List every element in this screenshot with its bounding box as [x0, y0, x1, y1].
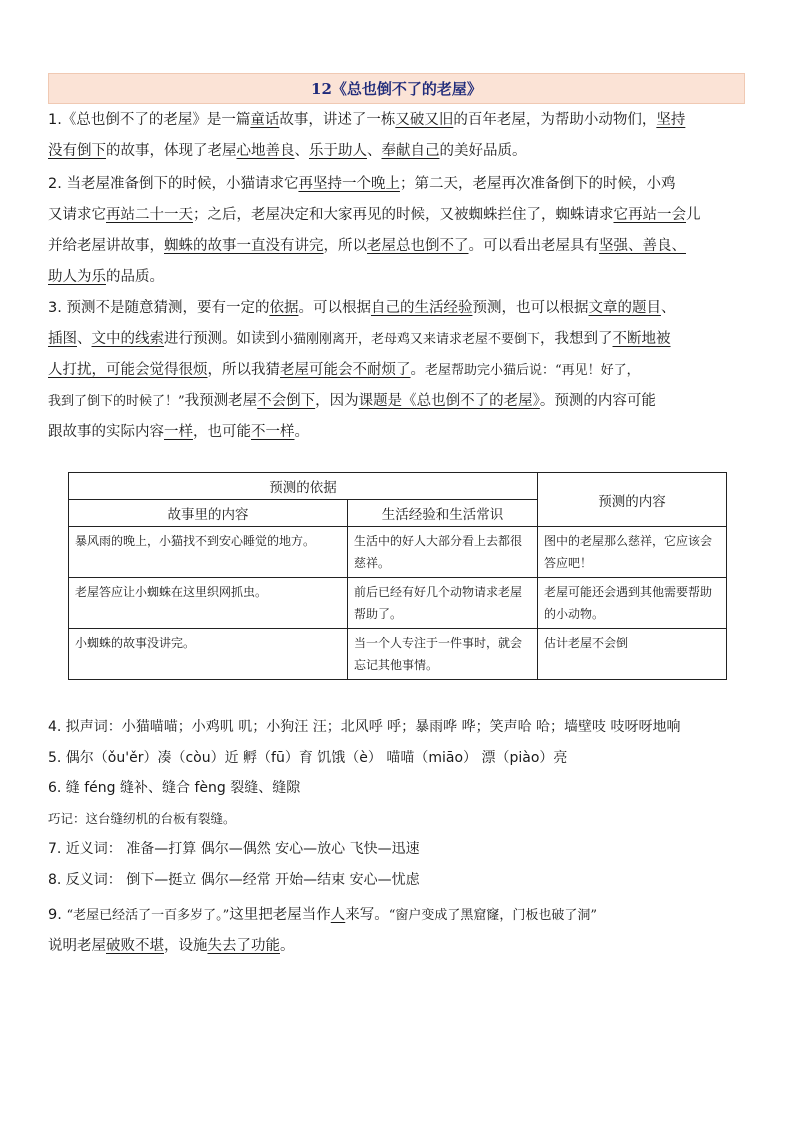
text: 1.《总也倒不了的老屋》是一篇: [48, 112, 251, 128]
answer: 插图: [48, 331, 77, 347]
answer: 老屋可能会不耐烦了: [280, 362, 411, 378]
prediction-table: [68, 472, 727, 680]
table-row: [69, 629, 727, 680]
paragraph-9: [48, 900, 754, 962]
cell-content: 图中的老屋那么慈祥，它应该会答应吧！: [538, 527, 727, 578]
text: 说明老屋: [48, 938, 106, 954]
answer: 它再站一会: [613, 207, 686, 223]
answer: 自己的生活经验: [370, 300, 473, 316]
answer: 破败不堪: [106, 938, 164, 954]
answer: 没有倒下: [48, 143, 106, 159]
text: 。可以看出老屋具有: [468, 238, 599, 254]
answer: 不会倒下: [257, 393, 316, 409]
text: 故事，讲述了一栋: [279, 112, 396, 128]
text: 跟故事的实际内容: [48, 424, 164, 440]
text: 预测，也可以根据: [472, 300, 589, 316]
text: 、: [294, 143, 309, 159]
text: 的百年老屋，为帮助小动物们，: [453, 112, 657, 128]
paragraph-3: [48, 293, 754, 448]
answer: 又破又旧: [395, 112, 454, 128]
lesson-title-bar: [48, 73, 745, 104]
antonyms-line: 8. 反义词： 倒下—挺立 偶尔—经常 开始—结束 安心—忧虑: [48, 871, 420, 888]
text: 的故事，体现了老屋: [106, 143, 237, 159]
text: ，所以: [323, 238, 367, 254]
text: ，因为: [315, 393, 359, 409]
text-line: [48, 105, 754, 136]
text: 儿: [686, 207, 701, 223]
text: 、: [660, 300, 676, 316]
text: 、: [367, 143, 382, 159]
table-row: [69, 527, 727, 578]
polyphone-line: 6. 缝 féng 缝补、缝合 fèng 裂缝、缝隙: [48, 780, 301, 796]
answer: 奉献自己: [381, 143, 440, 159]
answer: 依据: [269, 300, 299, 316]
answer: 文章的题目: [588, 300, 661, 316]
paragraph-2: [48, 169, 754, 293]
text: 。可以根据: [298, 300, 371, 316]
text: ；之后，老屋决定和大家再见的时候，又被蜘蛛拦住了，蜘蛛请求: [193, 207, 614, 223]
answer: 失去了功能: [207, 938, 280, 954]
text: ，我想到了: [540, 331, 613, 347]
cell-story: 暴风雨的晚上，小猫找不到安心睡觉的地方。: [69, 527, 348, 578]
text: 这里把老屋当作: [229, 907, 331, 923]
answer: 文中的线索: [91, 331, 164, 347]
cell-content: 估计老屋不会倒: [538, 629, 727, 680]
paragraph-1: [48, 105, 754, 167]
onomatopoeia-line: 4. 拟声词：小猫喵喵；小鸡叽 叽；小狗汪 汪；北风呼 呼；暴雨哗 哗；笑声哈 哈；墙壁吱 吱呀呀地响: [48, 719, 681, 735]
text: 、: [77, 331, 92, 347]
answer: 坚强、善良、: [599, 238, 686, 254]
text: 我预测老屋: [184, 393, 258, 409]
answer: 坚持: [656, 112, 686, 128]
answer: 不断地被: [612, 331, 671, 347]
cell-life: 生活中的好人大部分看上去都很慈祥。: [348, 527, 538, 578]
header-story-content: 故事里的内容: [69, 500, 348, 527]
text: 3. 预测不是随意猜测，要有一定的: [48, 300, 270, 316]
answer: 不一样: [251, 424, 295, 440]
text-line: [48, 931, 754, 962]
text: ，所以我猜: [207, 362, 280, 378]
text: 来写。: [345, 907, 389, 923]
quoted-text: “窗户变成了黑窟窿，门板也破了洞”: [388, 908, 598, 923]
text: ；第二天，老屋再次准备倒下的时候，小鸡: [399, 176, 676, 192]
text-line: [48, 355, 754, 386]
header-prediction-content: 预测的内容: [538, 473, 727, 527]
text-line: [48, 324, 754, 355]
cell-life: 当一个人专注于一件事时，就会忘记其他事情。: [348, 629, 538, 680]
table-header-row: [69, 473, 727, 500]
text: 。预测的内容可能: [539, 393, 656, 409]
answer: 一样: [164, 424, 193, 440]
answer: 再坚持一个晚上: [298, 176, 400, 192]
answer: 心地善良: [236, 143, 295, 159]
header-life-experience: 生活经验和生活常识: [348, 500, 538, 527]
answer: 乐于助人: [309, 143, 367, 159]
text-line: [48, 900, 754, 931]
text: 。: [294, 424, 309, 440]
answer: 人打扰，可能会觉得很烦: [48, 362, 208, 378]
quoted-text: 老屋帮助完小猫后说：“再见！好了，: [425, 363, 640, 378]
answer: 人: [330, 907, 346, 923]
text: 并给老屋讲故事，: [48, 238, 164, 254]
vocabulary-section: [48, 712, 754, 895]
cell-content: 老屋可能还会遇到其他需要帮助的小动物。: [538, 578, 727, 629]
text-line: [48, 293, 754, 324]
text: 的美好品质。: [439, 143, 527, 159]
text: 9.: [48, 907, 67, 923]
quoted-text: 我到了倒下的时候了！”: [48, 394, 185, 409]
text: 的品质。: [106, 269, 164, 285]
text-line: [48, 200, 754, 231]
text-line: [48, 136, 754, 167]
memory-tip: 巧记：这台缝纫机的台板有裂缝。: [48, 810, 236, 826]
answer: 老屋总也倒不了: [367, 238, 469, 254]
text: ，也可能: [193, 424, 251, 440]
text-line: [48, 417, 754, 448]
pinyin-line: 5. 偶尔（ǒu'ěr）凑（còu）近 孵（fū）育 饥饿（è） 喵喵（miāo） 漂（piào）亮: [48, 749, 568, 766]
text-line: [48, 262, 754, 293]
text: ，设施: [164, 938, 208, 954]
answer: 蜘蛛的故事一直没有讲完: [164, 238, 324, 254]
cell-story: 小蜘蛛的故事没讲完。: [69, 629, 348, 680]
text-line: [48, 169, 754, 200]
quoted-text: 小猫刚刚离开，老母鸡又来请求老屋不要倒下: [280, 332, 541, 347]
text: 。: [410, 362, 425, 378]
answer: 助人为乐: [48, 269, 106, 285]
cell-life: 前后已经有好几个动物请求老屋帮助了。: [348, 578, 538, 629]
lesson-title: 12《总也倒不了的老屋》: [311, 80, 482, 98]
text: 进行预测。如读到: [164, 331, 280, 347]
answer: 再站二十一天: [106, 207, 193, 223]
text: 2. 当老屋准备倒下的时候，小猫请求它: [48, 176, 299, 192]
answer: 课题是《总也倒不了的老屋》: [358, 393, 540, 409]
text: 又请求它: [48, 207, 106, 223]
text-line: [48, 231, 754, 262]
quoted-text: “老屋已经活了一百多岁了。”: [66, 908, 230, 923]
text: 。: [280, 938, 295, 954]
answer: 童话: [250, 112, 280, 128]
synonyms-line: 7. 近义词： 准备—打算 偶尔—偶然 安心—放心 飞快—迅速: [48, 841, 420, 857]
text-line: [48, 386, 754, 417]
table-row: [69, 578, 727, 629]
header-basis: 预测的依据: [69, 473, 538, 500]
cell-story: 老屋答应让小蜘蛛在这里织网抓虫。: [69, 578, 348, 629]
